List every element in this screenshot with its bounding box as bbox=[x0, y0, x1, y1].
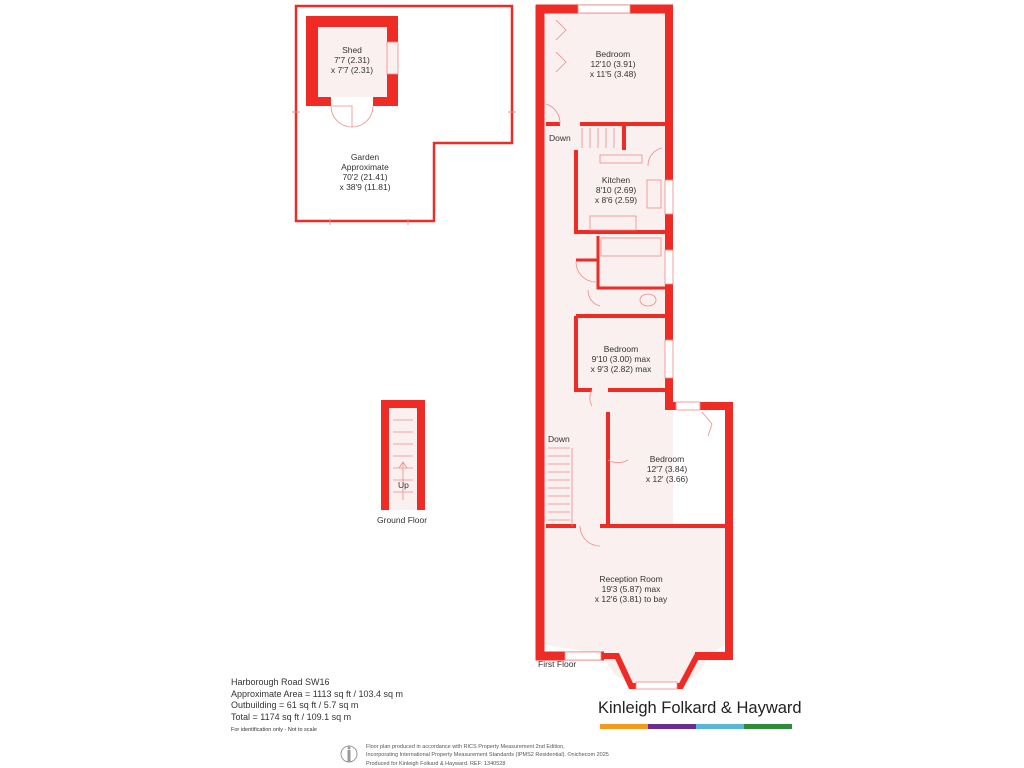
shed-name: Shed bbox=[342, 45, 362, 55]
bedroom-lower-name: Bedroom bbox=[649, 454, 685, 464]
garden-dim2: x 38'9 (11.81) bbox=[339, 182, 391, 192]
bedroom-top-dim2: x 11'5 (3.48) bbox=[589, 69, 637, 79]
bedroom-top-name: Bedroom bbox=[595, 49, 631, 59]
brand-name: Kinleigh Folkard & Hayward bbox=[598, 699, 802, 717]
kitchen-dim1: 8'10 (2.69) bbox=[595, 185, 637, 195]
ground-floor-stair bbox=[381, 400, 425, 510]
address-text: Harborough Road SW16 bbox=[231, 677, 330, 687]
bedroom-lower-dim1: 12'7 (3.84) bbox=[646, 464, 688, 474]
bedroom-top-dim1: 12'10 (3.91) bbox=[590, 59, 636, 69]
ground-floor-label: Ground Floor bbox=[377, 515, 428, 525]
outbuilding-area-text: Outbuilding = 61 sq ft / 5.7 sq m bbox=[231, 700, 359, 710]
brand-bar-segment bbox=[696, 724, 744, 729]
brand-bar-segment bbox=[744, 724, 792, 729]
bedroom-lower-dim2: x 12' (3.66) bbox=[645, 474, 689, 484]
kitchen-name: Kitchen bbox=[601, 175, 631, 185]
first-floor-label: First Floor bbox=[538, 659, 577, 669]
brand-bar-segment bbox=[648, 724, 696, 729]
shed-dim1: 7'7 (2.31) bbox=[334, 55, 370, 65]
bedroom-mid-name: Bedroom bbox=[603, 344, 639, 354]
reception-dim1: 19'3 (5.87) max bbox=[601, 584, 661, 594]
total-area-text: Total = 1174 sq ft / 109.1 sq m bbox=[231, 711, 352, 722]
kitchen-dim2: x 8'6 (2.59) bbox=[594, 195, 638, 205]
property-info bbox=[231, 677, 403, 734]
footer-line-3: Produced for Kinleigh Folkard & Hayward. REF: 1340528 bbox=[366, 760, 506, 767]
garden-name: Garden bbox=[350, 152, 380, 162]
reception-dim2: x 12'6 (3.81) to bay bbox=[594, 594, 668, 604]
footer-text bbox=[366, 743, 609, 768]
shed-dim2: x 7'7 (2.31) bbox=[330, 65, 374, 75]
reception-name: Reception Room bbox=[599, 574, 663, 584]
disclaimer-text: For identification only - Not to scale bbox=[231, 727, 317, 733]
footer-line-2: Incorporating International Property Measurement Standards (IPMS2 Residential). ©nichecom 2025 bbox=[366, 752, 609, 759]
stair-down-mid-label: Down bbox=[548, 434, 570, 444]
approx-area-text: Approximate Area = 1113 sq ft / 103.4 sq m bbox=[231, 688, 404, 699]
stair-down-top-label: Down bbox=[549, 133, 571, 143]
garden-approximate: Approximate bbox=[341, 162, 389, 172]
brand-color-bar bbox=[600, 724, 792, 729]
footer-line-1: Floor plan produced in accordance with RICS Property Measurement 2nd Edition, bbox=[366, 744, 565, 750]
nichecom-logo-icon bbox=[340, 744, 358, 766]
bedroom-mid-dim1: 9'10 (3.00) max bbox=[591, 354, 651, 364]
brand-bar-segment bbox=[600, 724, 648, 729]
bedroom-mid-dim2: x 9'3 (2.82) max bbox=[590, 364, 652, 374]
stair-up-label: Up bbox=[398, 480, 409, 490]
garden-dim1: 70'2 (21.41) bbox=[342, 172, 388, 182]
